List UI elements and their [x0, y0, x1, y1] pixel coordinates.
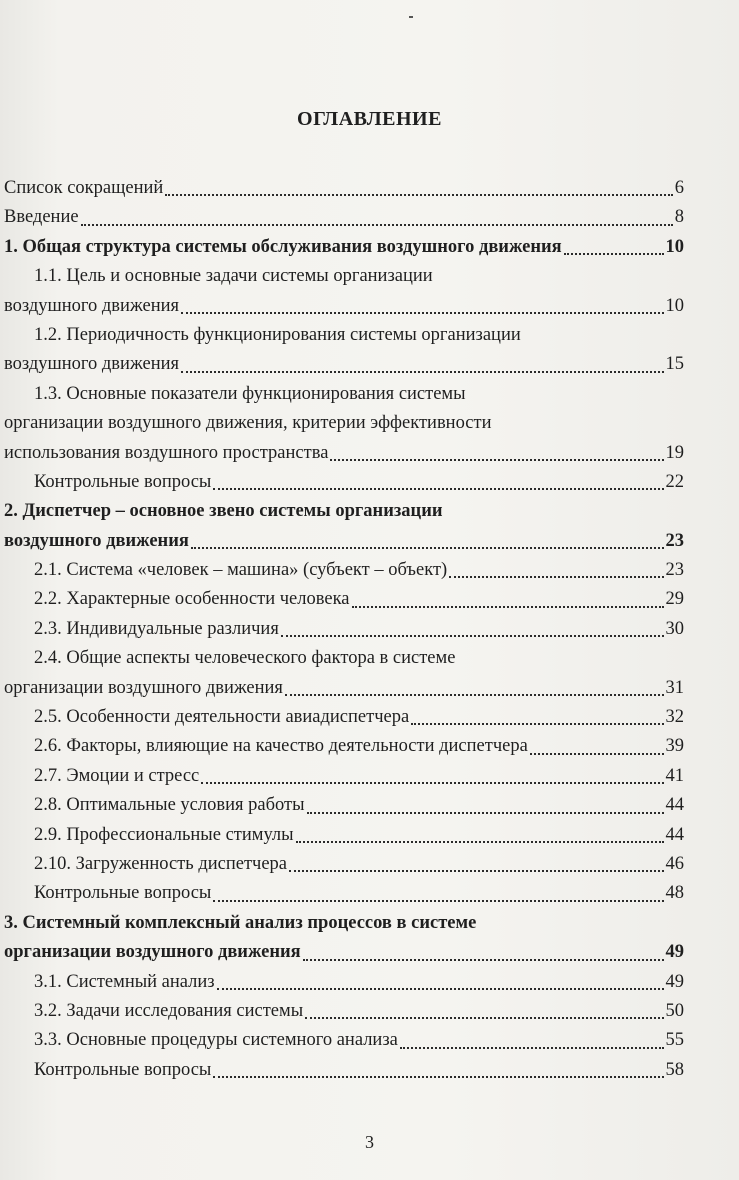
dot-leader — [181, 371, 663, 373]
toc-entry-page: 6 — [674, 178, 684, 198]
toc-entry-text: 2.1. Система «человек – машина» (субъект – объект) — [34, 560, 448, 581]
toc-entry — [4, 821, 684, 850]
dot-leader — [285, 694, 664, 696]
toc-entry — [4, 203, 684, 232]
table-of-contents — [4, 174, 684, 1085]
toc-entry-page: 30 — [665, 618, 684, 639]
toc-entry — [4, 909, 684, 938]
page-number: 3 — [365, 1132, 374, 1152]
toc-entry — [4, 233, 684, 262]
toc-entry — [4, 409, 684, 438]
dot-leader — [303, 959, 664, 961]
toc-entry-page: 31 — [665, 677, 684, 698]
toc-entry-text: 2.2. Характерные особенности человека — [34, 589, 350, 610]
dot-leader — [217, 988, 664, 990]
toc-entry-page: 23 — [665, 560, 684, 581]
toc-entry-page: 15 — [665, 354, 684, 375]
toc-entry — [4, 556, 684, 585]
dot-leader — [201, 782, 663, 784]
dot-leader — [400, 1047, 664, 1049]
toc-entry — [4, 1056, 684, 1085]
dot-leader — [181, 312, 663, 314]
toc-entry-text: 3.1. Системный анализ — [34, 971, 215, 992]
toc-entry — [4, 468, 684, 497]
dot-leader — [564, 253, 664, 255]
dot-leader — [81, 224, 673, 226]
toc-entry-text: 3. Системный комплексный анализ процессов в системе — [4, 912, 477, 933]
toc-entry-page: 44 — [665, 795, 684, 816]
dot-leader — [213, 488, 663, 490]
toc-entry-text: 2.3. Индивидуальные различия — [34, 618, 279, 639]
toc-entry — [4, 674, 684, 703]
toc-entry-text: 1.2. Периодичность функционирования системы организации — [34, 324, 521, 345]
toc-entry-page: 32 — [665, 707, 684, 728]
toc-entry-text: 1. Общая структура системы обслуживания воздушного движения — [4, 236, 562, 257]
toc-entry-text: 2.8. Оптимальные условия работы — [34, 795, 305, 816]
toc-entry — [4, 938, 684, 967]
toc-entry-text: 1.3. Основные показатели функционирования системы — [34, 383, 466, 404]
toc-entry-text: организации воздушного движения — [4, 677, 283, 698]
dot-leader — [352, 606, 664, 608]
toc-entry-page: 58 — [665, 1059, 684, 1080]
dot-leader — [296, 841, 664, 843]
toc-entry-page: 48 — [665, 883, 684, 904]
toc-entry-page: 8 — [674, 207, 684, 228]
toc-entry — [4, 791, 684, 820]
toc-entry — [4, 762, 684, 791]
dot-leader — [411, 723, 663, 725]
toc-entry-text: 2.6. Факторы, влияющие на качество деятельности диспетчера — [34, 736, 528, 757]
dot-leader — [191, 547, 664, 549]
toc-entry-text: организации воздушного движения, критерии эффективности — [4, 413, 492, 434]
toc-entry — [4, 732, 684, 761]
toc-entry-text: 2.4. Общие аспекты человеческого фактора в системе — [34, 648, 456, 669]
toc-entry — [4, 585, 684, 614]
toc-entry-text: 2. Диспетчер – основное звено системы организации — [4, 501, 443, 522]
toc-entry-page: 39 — [665, 736, 684, 757]
toc-entry-text: Введение — [4, 207, 79, 228]
toc-entry-text: Список сокращений — [4, 178, 164, 198]
toc-entry-page: 50 — [665, 1000, 684, 1021]
toc-entry-text: Контрольные вопросы — [34, 471, 212, 492]
toc-entry-text: 2.7. Эмоции и стресс — [34, 765, 200, 786]
dot-leader — [165, 194, 672, 196]
toc-entry-page: 23 — [665, 530, 684, 551]
toc-entry-page: 10 — [665, 295, 684, 316]
toc-entry-page: 29 — [665, 589, 684, 610]
toc-entry-text: воздушного движения — [4, 295, 180, 316]
dot-leader — [213, 900, 663, 902]
toc-entry — [4, 703, 684, 732]
toc-entry-text: воздушного движения — [4, 530, 189, 551]
toc-entry — [4, 615, 684, 644]
toc-entry — [4, 644, 684, 673]
dot-leader — [289, 870, 663, 872]
toc-entry — [4, 439, 684, 468]
toc-entry-text: организации воздушного движения — [4, 942, 301, 963]
toc-entry-text: 3.3. Основные процедуры системного анализа — [34, 1030, 398, 1051]
toc-entry-page: 49 — [665, 971, 684, 992]
dot-leader — [449, 576, 663, 578]
toc-entry-text: 1.1. Цель и основные задачи системы организации — [34, 266, 433, 287]
dot-leader — [530, 753, 664, 755]
toc-entry-page: 41 — [665, 765, 684, 786]
dot-leader — [307, 812, 664, 814]
toc-entry-page: 49 — [665, 942, 684, 963]
toc-entry-page: 10 — [665, 236, 684, 257]
toc-entry-page: 22 — [665, 471, 684, 492]
toc-entry — [4, 968, 684, 997]
toc-entry — [4, 527, 684, 556]
toc-entry-text: 2.5. Особенности деятельности авиадиспетчера — [34, 707, 410, 728]
toc-entry — [4, 497, 684, 526]
toc-entry — [4, 350, 684, 379]
toc-entry-text: 2.9. Профессиональные стимулы — [34, 824, 294, 845]
toc-entry-text: воздушного движения — [4, 354, 180, 375]
toc-entry — [4, 380, 684, 409]
toc-entry — [4, 174, 684, 203]
toc-entry-page: 44 — [665, 824, 684, 845]
toc-entry-page: 19 — [665, 442, 684, 463]
toc-entry — [4, 262, 684, 291]
toc-entry-text: 3.2. Задачи исследования системы — [34, 1000, 304, 1021]
dot-leader — [213, 1076, 663, 1078]
toc-entry-page: 55 — [665, 1030, 684, 1051]
toc-entry-text: 2.10. Загруженность диспетчера — [34, 853, 288, 874]
toc-entry — [4, 997, 684, 1026]
toc-entry-page: 46 — [665, 853, 684, 874]
toc-entry — [4, 879, 684, 908]
toc-entry — [4, 321, 684, 350]
dot-leader — [305, 1017, 663, 1019]
toc-entry-text: Контрольные вопросы — [34, 883, 212, 904]
toc-entry-text: Контрольные вопросы — [34, 1059, 212, 1080]
page-title: ОГЛАВЛЕНИЕ — [297, 108, 442, 130]
toc-entry — [4, 850, 684, 879]
dot-leader — [330, 459, 663, 461]
scan-mark — [409, 16, 413, 18]
toc-entry — [4, 1026, 684, 1055]
dot-leader — [281, 635, 664, 637]
toc-entry-text: использования воздушного пространства — [4, 442, 329, 463]
toc-entry — [4, 292, 684, 321]
